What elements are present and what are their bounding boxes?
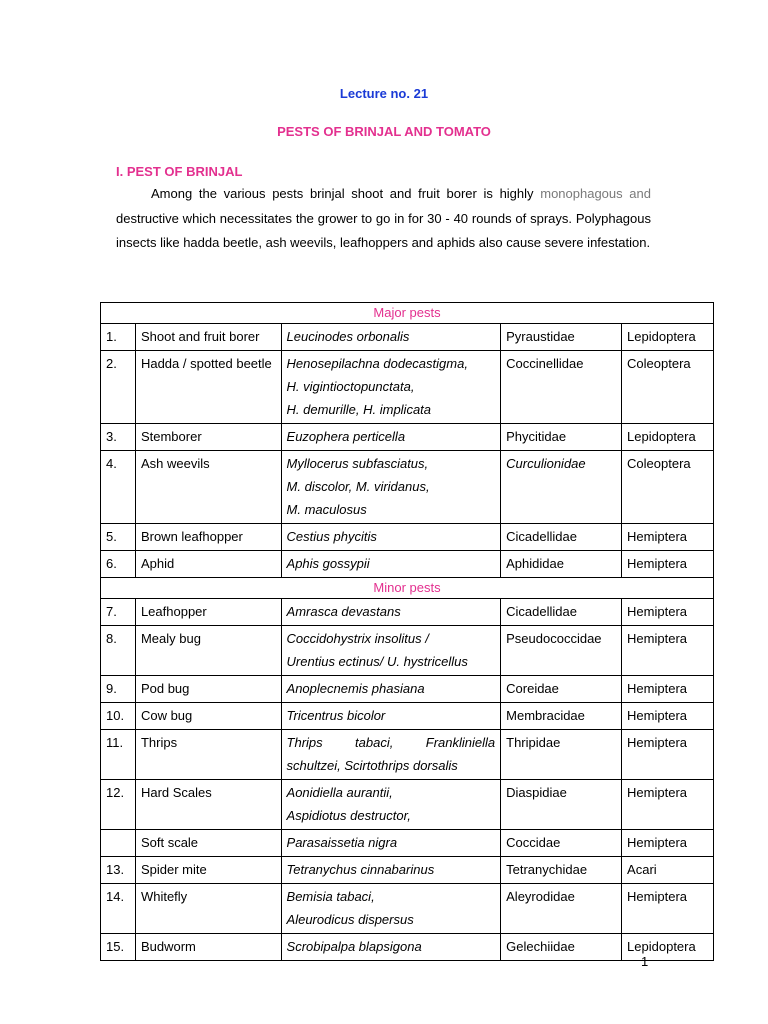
pests-table	[100, 302, 714, 961]
family: Coccinellidae	[501, 351, 622, 424]
scientific-name-word: Thrips	[286, 735, 323, 750]
table-row	[101, 599, 714, 626]
common-name: Stemborer	[135, 424, 281, 451]
order: Hemiptera	[622, 551, 714, 578]
common-name: Aphid	[135, 551, 281, 578]
common-name: Ash weevils	[135, 451, 281, 524]
page-number: 1	[641, 954, 649, 969]
table-row	[101, 551, 714, 578]
table-row	[101, 730, 714, 780]
scientific-name	[281, 599, 501, 626]
row-number: 2.	[101, 351, 136, 424]
order: Hemiptera	[622, 676, 714, 703]
common-name: Leafhopper	[135, 599, 281, 626]
table-row	[101, 857, 714, 884]
scientific-name-line: Myllocerus subfasciatus,	[286, 456, 429, 471]
scientific-name-line: Coccidohystrix insolitus /	[286, 631, 429, 646]
table-row	[101, 830, 714, 857]
row-number: 6.	[101, 551, 136, 578]
table-row	[101, 626, 714, 676]
row-number: 14.	[101, 884, 136, 934]
family: Tetranychidae	[501, 857, 622, 884]
scientific-name-line: Bemisia tabaci,	[286, 889, 375, 904]
family: Membracidae	[501, 703, 622, 730]
family: Cicadellidae	[501, 599, 622, 626]
common-name: Soft scale	[135, 830, 281, 857]
family: Cicadellidae	[501, 524, 622, 551]
family: Gelechiidae	[501, 934, 622, 961]
common-name: Mealy bug	[135, 626, 281, 676]
order: Lepidoptera	[622, 324, 714, 351]
table-row	[101, 451, 714, 524]
table-row	[101, 424, 714, 451]
scientific-name	[281, 626, 501, 676]
para-text-1: Among the various pests brinjal shoot and fruit borer is highly	[151, 186, 534, 201]
scientific-name	[281, 703, 501, 730]
table-row	[101, 524, 714, 551]
common-name: Pod bug	[135, 676, 281, 703]
scientific-name-line: H. vigintioctopunctata,	[286, 379, 415, 394]
row-number: 10.	[101, 703, 136, 730]
scientific-name-line: Cestius phycitis	[286, 529, 377, 544]
family: Coreidae	[501, 676, 622, 703]
scientific-name-line: Parasaissetia nigra	[286, 835, 398, 850]
row-number: 1.	[101, 324, 136, 351]
common-name: Cow bug	[135, 703, 281, 730]
row-number: 5.	[101, 524, 136, 551]
scientific-name	[281, 424, 501, 451]
order: Coleoptera	[622, 451, 714, 524]
order: Lepidoptera	[622, 934, 714, 961]
intro-paragraph	[116, 182, 651, 256]
family: Phycitidae	[501, 424, 622, 451]
scientific-name	[281, 676, 501, 703]
scientific-name	[281, 351, 501, 424]
order: Hemiptera	[622, 884, 714, 934]
page-title: PESTS OF BRINJAL AND TOMATO	[277, 124, 491, 139]
row-number: 7.	[101, 599, 136, 626]
order: Hemiptera	[622, 830, 714, 857]
scientific-name-word: Frankliniella	[425, 735, 496, 750]
scientific-name-line: Euzophera perticella	[286, 429, 406, 444]
pests-table-body	[101, 303, 714, 961]
order: Hemiptera	[622, 703, 714, 730]
common-name: Thrips	[135, 730, 281, 780]
order: Hemiptera	[622, 730, 714, 780]
family: Pseudococcidae	[501, 626, 622, 676]
scientific-name	[281, 780, 501, 830]
para-text-gray: monophagous and	[540, 186, 651, 201]
scientific-name	[281, 730, 501, 780]
common-name: Whitefly	[135, 884, 281, 934]
common-name: Budworm	[135, 934, 281, 961]
scientific-name	[281, 524, 501, 551]
scientific-name	[281, 324, 501, 351]
table-row	[101, 780, 714, 830]
table-row	[101, 351, 714, 424]
scientific-name-line: Aleurodicus dispersus	[286, 912, 414, 927]
family: Aphididae	[501, 551, 622, 578]
row-number: 11.	[101, 730, 136, 780]
common-name: Hadda / spotted beetle	[135, 351, 281, 424]
table-row	[101, 884, 714, 934]
scientific-name-line: Henosepilachna dodecastigma,	[286, 356, 468, 371]
row-number: 15.	[101, 934, 136, 961]
scientific-name-line	[287, 731, 496, 754]
scientific-name-line: Scrobipalpa blapsigona	[286, 939, 422, 954]
scientific-name	[281, 857, 501, 884]
order: Hemiptera	[622, 524, 714, 551]
table-row	[101, 934, 714, 961]
scientific-name-line: Anoplecnemis phasiana	[286, 681, 425, 696]
scientific-name	[281, 551, 501, 578]
scientific-name	[281, 830, 501, 857]
major-pests-header-label: Major pests	[101, 303, 714, 324]
scientific-name-line: Amrasca devastans	[286, 604, 401, 619]
scientific-name-line: Leucinodes orbonalis	[286, 329, 410, 344]
scientific-name-line: Aonidiella aurantii,	[286, 785, 393, 800]
scientific-name-line: Tetranychus cinnabarinus	[286, 862, 435, 877]
scientific-name-line: Aspidiotus destructor,	[286, 808, 411, 823]
row-number: 9.	[101, 676, 136, 703]
order: Hemiptera	[622, 626, 714, 676]
row-number	[101, 830, 136, 857]
major-pests-header	[101, 303, 714, 324]
scientific-name	[281, 451, 501, 524]
order: Lepidoptera	[622, 424, 714, 451]
family: Thripidae	[501, 730, 622, 780]
order: Coleoptera	[622, 351, 714, 424]
order: Acari	[622, 857, 714, 884]
row-number: 8.	[101, 626, 136, 676]
order: Hemiptera	[622, 599, 714, 626]
scientific-name-line: schultzei, Scirtothrips dorsalis	[286, 758, 458, 773]
scientific-name-line: H. demurille, H. implicata	[286, 402, 432, 417]
scientific-name-line: M. discolor, M. viridanus,	[286, 479, 430, 494]
scientific-name-line: Aphis gossypii	[286, 556, 370, 571]
common-name: Brown leafhopper	[135, 524, 281, 551]
common-name: Spider mite	[135, 857, 281, 884]
common-name: Shoot and fruit borer	[135, 324, 281, 351]
row-number: 4.	[101, 451, 136, 524]
scientific-name-line: Tricentrus bicolor	[286, 708, 386, 723]
row-number: 13.	[101, 857, 136, 884]
lecture-number: Lecture no. 21	[339, 86, 429, 101]
table-row	[101, 703, 714, 730]
section-heading: I. PEST OF BRINJAL	[116, 164, 243, 179]
family: Coccidae	[501, 830, 622, 857]
scientific-name-line: M. maculosus	[286, 502, 367, 517]
row-number: 3.	[101, 424, 136, 451]
minor-pests-header	[101, 578, 714, 599]
family: Aleyrodidae	[501, 884, 622, 934]
row-number: 12.	[101, 780, 136, 830]
family: Diaspidiae	[501, 780, 622, 830]
family: Pyraustidae	[501, 324, 622, 351]
common-name: Hard Scales	[135, 780, 281, 830]
table-row	[101, 324, 714, 351]
scientific-name-word: tabaci,	[355, 735, 394, 750]
para-text-2: destructive which necessitates the grower to go in for 30 - 40 rounds of sprays. Polyphagous insects like hadda beetle, ash weevils, leafhoppers and aphids also cause severe infestation.	[116, 210, 651, 250]
family: Curculionidae	[501, 451, 622, 524]
scientific-name	[281, 884, 501, 934]
minor-pests-header-label: Minor pests	[101, 578, 714, 599]
scientific-name	[281, 934, 501, 961]
scientific-name-line: Urentius ectinus/ U. hystricellus	[286, 654, 468, 669]
order: Hemiptera	[622, 780, 714, 830]
table-row	[101, 676, 714, 703]
